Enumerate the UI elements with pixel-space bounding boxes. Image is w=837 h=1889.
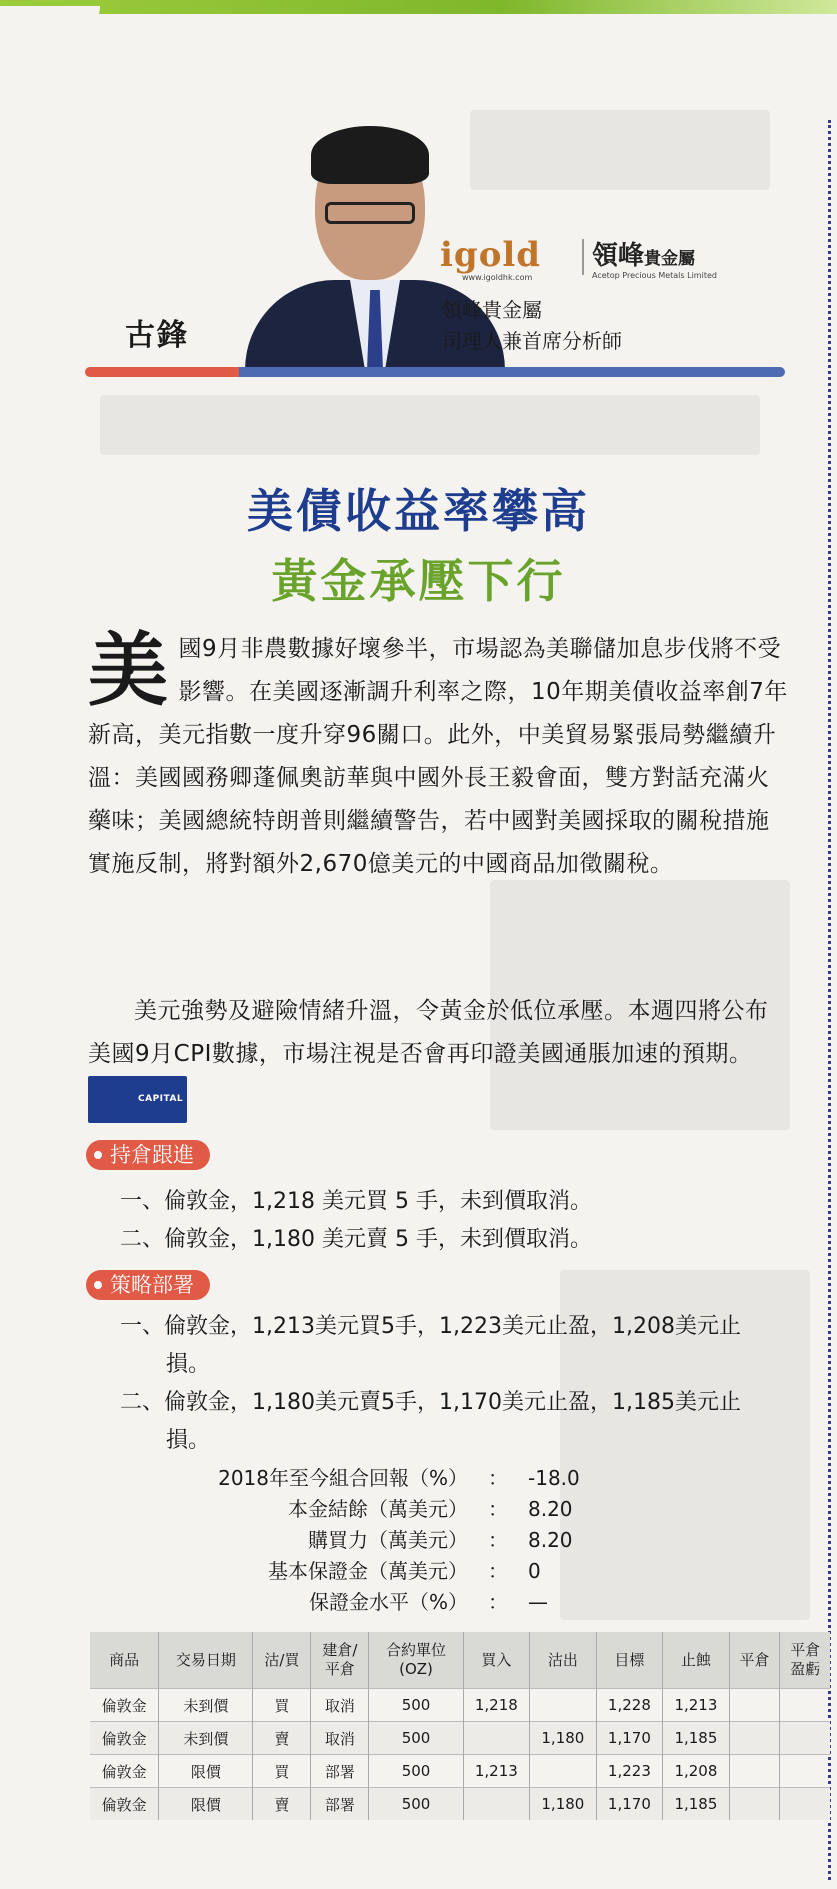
bleed-through-text	[100, 395, 760, 455]
table-cell	[463, 1788, 530, 1821]
table-cell: 1,208	[663, 1755, 730, 1788]
table-header-row	[90, 1632, 830, 1689]
summary-value: 0	[528, 1559, 541, 1583]
table-cell	[780, 1755, 830, 1788]
table-header-cell: 建倉/ 平倉	[311, 1632, 369, 1689]
headline-line1: 美債收益率攀高	[247, 484, 590, 538]
summary-label: 購買力（萬美元）	[308, 1528, 468, 1552]
list-item: 一、倫敦金，1,213美元買5手，1,223美元止盈，1,208美元止損。	[120, 1314, 741, 1377]
table-cell: 1,228	[596, 1689, 663, 1722]
summary-row	[180, 1587, 640, 1618]
top-color-bar	[0, 0, 837, 14]
table-cell: 賣	[253, 1722, 311, 1755]
end-mark-logo: CAPITAL	[88, 1076, 187, 1123]
table-cell: 部署	[311, 1788, 369, 1821]
author-role: 司理人兼首席分析師	[442, 329, 622, 353]
summary-colon: ：	[488, 1497, 508, 1521]
table-header-cell: 交易日期	[159, 1632, 253, 1689]
list-item: 一、倫敦金，1,218 美元買 5 手，未到價取消。	[120, 1189, 592, 1214]
summary-row	[180, 1494, 640, 1525]
summary-value: 8.20	[528, 1528, 573, 1552]
table-cell: 買	[253, 1689, 311, 1722]
table-cell	[729, 1755, 780, 1788]
headline-line2: 黃金承壓下行	[271, 554, 566, 608]
table-row	[90, 1755, 830, 1788]
author-name: 古鋒	[125, 318, 189, 353]
summary-colon: ：	[488, 1590, 508, 1614]
table-cell: 取消	[311, 1722, 369, 1755]
logo-company-en: Acetop Precious Metals Limited	[592, 271, 717, 280]
summary-value: —	[528, 1590, 548, 1614]
strategy-list	[120, 1308, 770, 1460]
table-header-cell: 沽/買	[253, 1632, 311, 1689]
table-cell: 1,180	[530, 1722, 597, 1755]
table-cell: 500	[369, 1689, 463, 1722]
table-cell: 1,170	[596, 1722, 663, 1755]
table-cell: 1,213	[663, 1689, 730, 1722]
table-cell: 500	[369, 1755, 463, 1788]
summary-colon: ：	[488, 1559, 508, 1583]
table-header-cell: 目標	[596, 1632, 663, 1689]
table-cell: 500	[369, 1722, 463, 1755]
table-header-cell: 合約單位 (OZ)	[369, 1632, 463, 1689]
table-cell: 買	[253, 1755, 311, 1788]
summary-row	[180, 1556, 640, 1587]
positions-list	[120, 1183, 770, 1259]
table-cell	[780, 1722, 830, 1755]
summary-label: 保證金水平（%）	[308, 1590, 468, 1614]
table-header-cell: 止蝕	[663, 1632, 730, 1689]
summary-label: 基本保證金（萬美元）	[268, 1559, 468, 1583]
table-header-cell: 買入	[463, 1632, 530, 1689]
table-cell: 1,223	[596, 1755, 663, 1788]
positions-tag: 持倉跟進	[86, 1140, 210, 1170]
table-cell	[729, 1722, 780, 1755]
table-header-cell: 沽出	[530, 1632, 597, 1689]
table-cell: 部署	[311, 1755, 369, 1788]
table-cell: 未到價	[159, 1722, 253, 1755]
list-item: 二、倫敦金，1,180美元賣5手，1,170美元止盈，1,185美元止損。	[120, 1390, 741, 1453]
igold-logo	[440, 235, 770, 287]
table-cell	[780, 1788, 830, 1821]
list-item: 二、倫敦金，1,180 美元賣 5 手，未到價取消。	[120, 1227, 592, 1252]
summary-value: 8.20	[528, 1497, 573, 1521]
table-cell: 1,180	[530, 1788, 597, 1821]
paragraph-2: 美元強勢及避險情緒升溫，令黃金於低位承壓。本週四將公布美國9月CPI數據，市場注視是否會再印證美國通脹加速的預期。CAPITAL	[88, 990, 788, 1123]
column-header	[85, 120, 785, 370]
header-rule	[85, 367, 785, 377]
table-cell: 1,170	[596, 1788, 663, 1821]
trade-table	[90, 1632, 830, 1820]
table-cell: 未到價	[159, 1689, 253, 1722]
summary-label: 2018年至今組合回報（%）	[218, 1466, 468, 1490]
table-cell: 1,213	[463, 1755, 530, 1788]
table-cell: 倫敦金	[90, 1689, 159, 1722]
table-cell: 1,218	[463, 1689, 530, 1722]
dotted-page-edge	[828, 120, 831, 1880]
table-cell: 1,185	[663, 1788, 730, 1821]
summary-colon: ：	[488, 1466, 508, 1490]
table-cell: 倫敦金	[90, 1788, 159, 1821]
table-cell: 賣	[253, 1788, 311, 1821]
summary-value: -18.0	[528, 1466, 580, 1490]
table-header-cell: 商品	[90, 1632, 159, 1689]
table-cell: 限價	[159, 1788, 253, 1821]
table-cell	[729, 1689, 780, 1722]
table-row	[90, 1722, 830, 1755]
table-cell: 取消	[311, 1689, 369, 1722]
table-cell: 1,185	[663, 1722, 730, 1755]
drop-cap: 美	[88, 623, 169, 717]
strategy-tag: 策略部署	[86, 1270, 210, 1300]
summary-row	[180, 1463, 640, 1494]
table-cell	[780, 1689, 830, 1722]
table-cell	[530, 1755, 597, 1788]
table-cell	[463, 1722, 530, 1755]
table-header-cell: 平倉 盈虧	[780, 1632, 830, 1689]
table-cell	[729, 1788, 780, 1821]
paragraph-1: 美國9月非農數據好壞參半，市場認為美聯儲加息步伐將不受影響。在美國逐漸調升利率之際，10年期美債收益率創7年新高，美元指數一度升穿96關口。此外，中美貿易緊張局勢繼續升溫：美國國務卿蓬佩奧訪華與中國外長王毅會面，雙方對話充滿火藥味；美國總統特朗普則繼續警告，若中國對美國採取的關稅措施實施反制，將對額外2,670億美元的中國商品加徵關稅。	[88, 623, 788, 877]
logo-company-cn: 領峰貴金屬	[592, 241, 696, 271]
table-cell: 倫敦金	[90, 1722, 159, 1755]
author-company: 領峰貴金屬	[442, 298, 542, 322]
summary-colon: ：	[488, 1528, 508, 1552]
table-cell: 500	[369, 1788, 463, 1821]
table-cell: 限價	[159, 1755, 253, 1788]
table-cell: 倫敦金	[90, 1755, 159, 1788]
table-header-cell: 平倉	[729, 1632, 780, 1689]
summary-label: 本金結餘（萬美元）	[288, 1497, 468, 1521]
portfolio-summary	[180, 1463, 640, 1618]
table-row	[90, 1689, 830, 1722]
table-cell	[530, 1689, 597, 1722]
logo-brand: igold	[440, 235, 542, 275]
summary-row	[180, 1525, 640, 1556]
logo-url: www.igoldhk.com	[462, 273, 533, 282]
top-corner-curve	[0, 6, 100, 36]
table-row	[90, 1788, 830, 1821]
